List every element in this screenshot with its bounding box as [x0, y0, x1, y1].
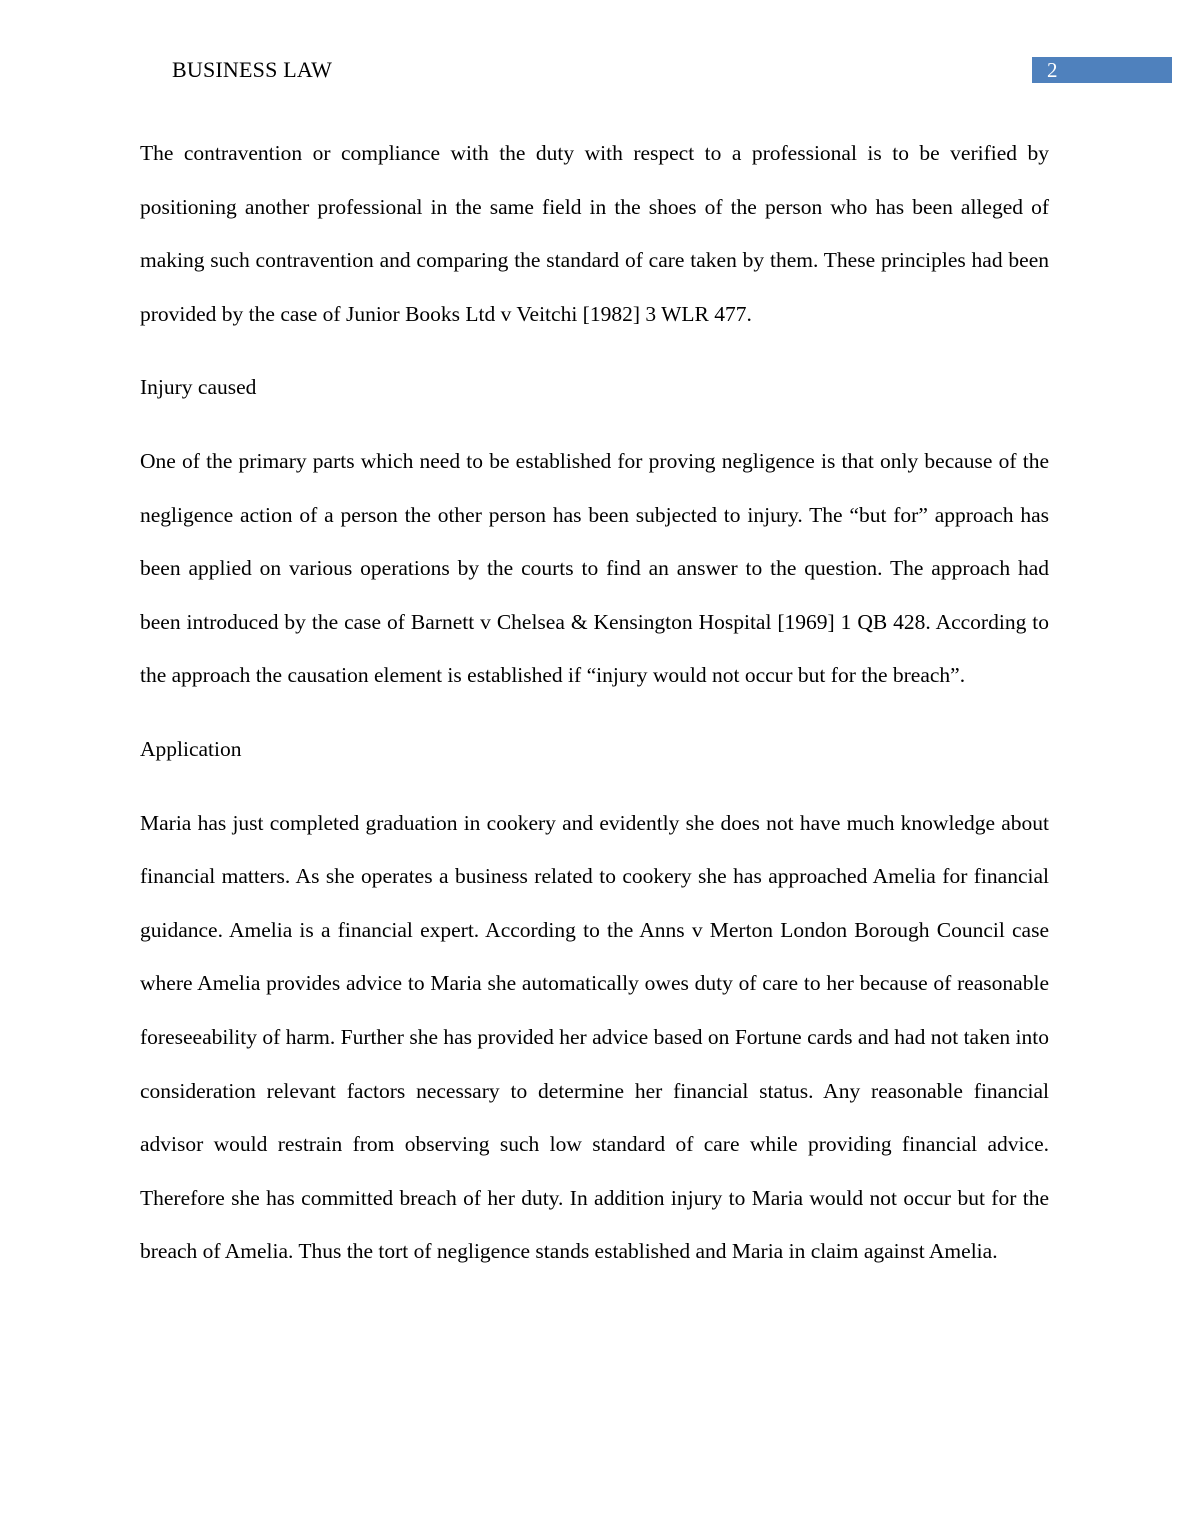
section-heading-application: Application — [140, 736, 242, 761]
document-body — [140, 127, 1049, 1299]
page-number-badge — [1032, 57, 1172, 83]
page-number: 2 — [1047, 58, 1058, 82]
running-head-title: BUSINESS LAW — [172, 57, 333, 82]
paragraph-causation: One of the primary parts which need to be established for proving negligence is that only because of the negligence action of a person the other person has been subjected to injury. The “but for” approach has been applied on various operations by the courts to find an answer to the question. The approach had been introduced by the case of Barnett v Chelsea & Kensington Hospital [1969] 1 QB 428. According to the approach the causation element is established if “injury would not occur but for the breach”. — [140, 448, 1049, 688]
paragraph-application: Maria has just completed graduation in cookery and evidently she does not have much knowledge about financial matters. As she operates a business related to cookery she has approached Amelia for financial guidance. Amelia is a financial expert. According to the Anns v Merton London Borough Council case where Amelia provides advice to Maria she automatically owes duty of care to her because of reasonable foreseeability of harm. Further she has provided her advice based on Fortune cards and had not taken into consideration relevant factors necessary to determine her financial status. Any reasonable financial advisor would restrain from observing such low standard of care while providing financial advice. Therefore she has committed breach of her duty. In addition injury to Maria would not occur but for the breach of Amelia. Thus the tort of negligence stands established and Maria in claim against Amelia. — [140, 810, 1049, 1264]
section-heading-injury-caused: Injury caused — [140, 375, 257, 400]
paragraph-professional-standard: The contravention or compliance with the duty with respect to a professional is to be verified by positioning another professional in the same field in the shoes of the person who has been alleged of making such contravention and comparing the standard of care taken by them. These principles had been provided by the case of Junior Books Ltd v Veitchi [1982] 3 WLR 477. — [140, 141, 1049, 326]
